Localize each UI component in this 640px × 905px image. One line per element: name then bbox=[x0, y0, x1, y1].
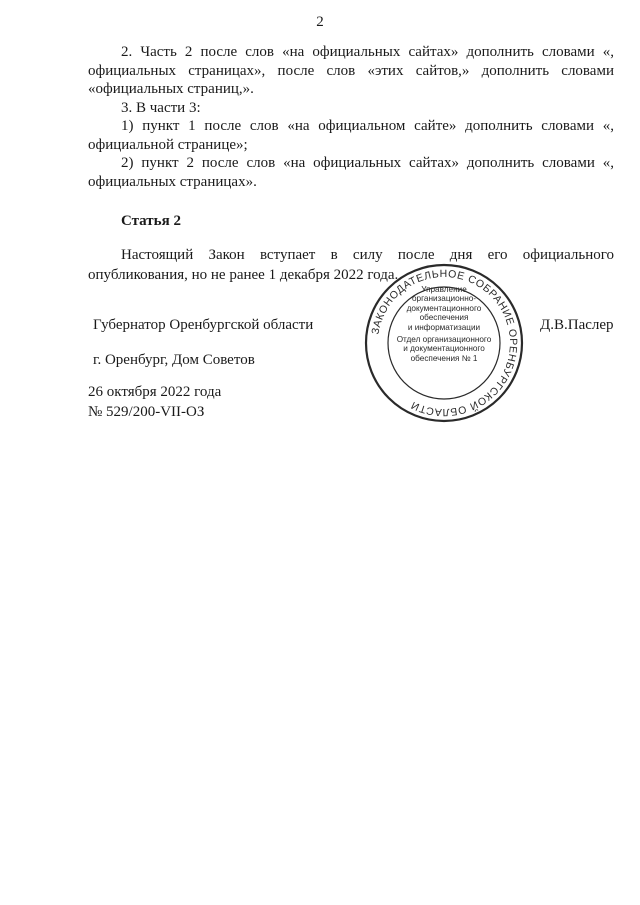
amendments-block bbox=[88, 43, 614, 191]
article-text: Настоящий Закон вступает в силу после дня его официального опубликования, но не ранее 1 декабря 2022 года. bbox=[88, 247, 614, 283]
place-of-signing: г. Оренбург, Дом Советов bbox=[93, 352, 255, 368]
seal-inner-line: Отдел организационного bbox=[396, 335, 492, 345]
seal-inner-text bbox=[389, 285, 499, 363]
amendment-paragraph: 2) пункт 2 после слов «на официальных сайтах» дополнить словами «, официальных страницах». bbox=[88, 155, 614, 190]
seal-inner-line: Управление bbox=[421, 285, 467, 294]
seal-ring-text: ЗАКОНОДАТЕЛЬНОЕ СОБРАНИЕ ОРЕНБУРГСКОЙ ОБЛАСТИ bbox=[369, 267, 520, 419]
amendment-paragraph: 3. В части 3: bbox=[121, 99, 201, 116]
article-body bbox=[88, 245, 614, 285]
signing-date: 26 октября 2022 года bbox=[88, 384, 222, 400]
seal-inner-line: и информатизации bbox=[407, 322, 481, 332]
page-number: 2 bbox=[316, 14, 324, 30]
seal-inner-line: организационно- bbox=[411, 294, 476, 304]
seal-inner-line: обеспечения bbox=[419, 313, 469, 323]
article-heading: Статья 2 bbox=[121, 213, 181, 229]
signatory-name: Д.В.Паслер bbox=[540, 317, 614, 333]
law-number: № 529/200-VII-ОЗ bbox=[88, 404, 205, 420]
seal-inner-line: обеспечения № 1 bbox=[410, 353, 478, 363]
seal-inner-line: и документационного bbox=[403, 344, 485, 354]
amendment-paragraph: 2. Часть 2 после слов «на официальных сайтах» дополнить словами «, официальных страницах», после слов «этих сайтов,» дополнить словами «официальных страниц,». bbox=[88, 44, 614, 97]
signatory-title: Губернатор Оренбургской области bbox=[93, 317, 314, 333]
amendment-paragraph: 1) пункт 1 после слов «на официальном сайте» дополнить словами «, официальной странице»; bbox=[88, 118, 614, 153]
seal-inner-line: документационного bbox=[406, 303, 482, 313]
